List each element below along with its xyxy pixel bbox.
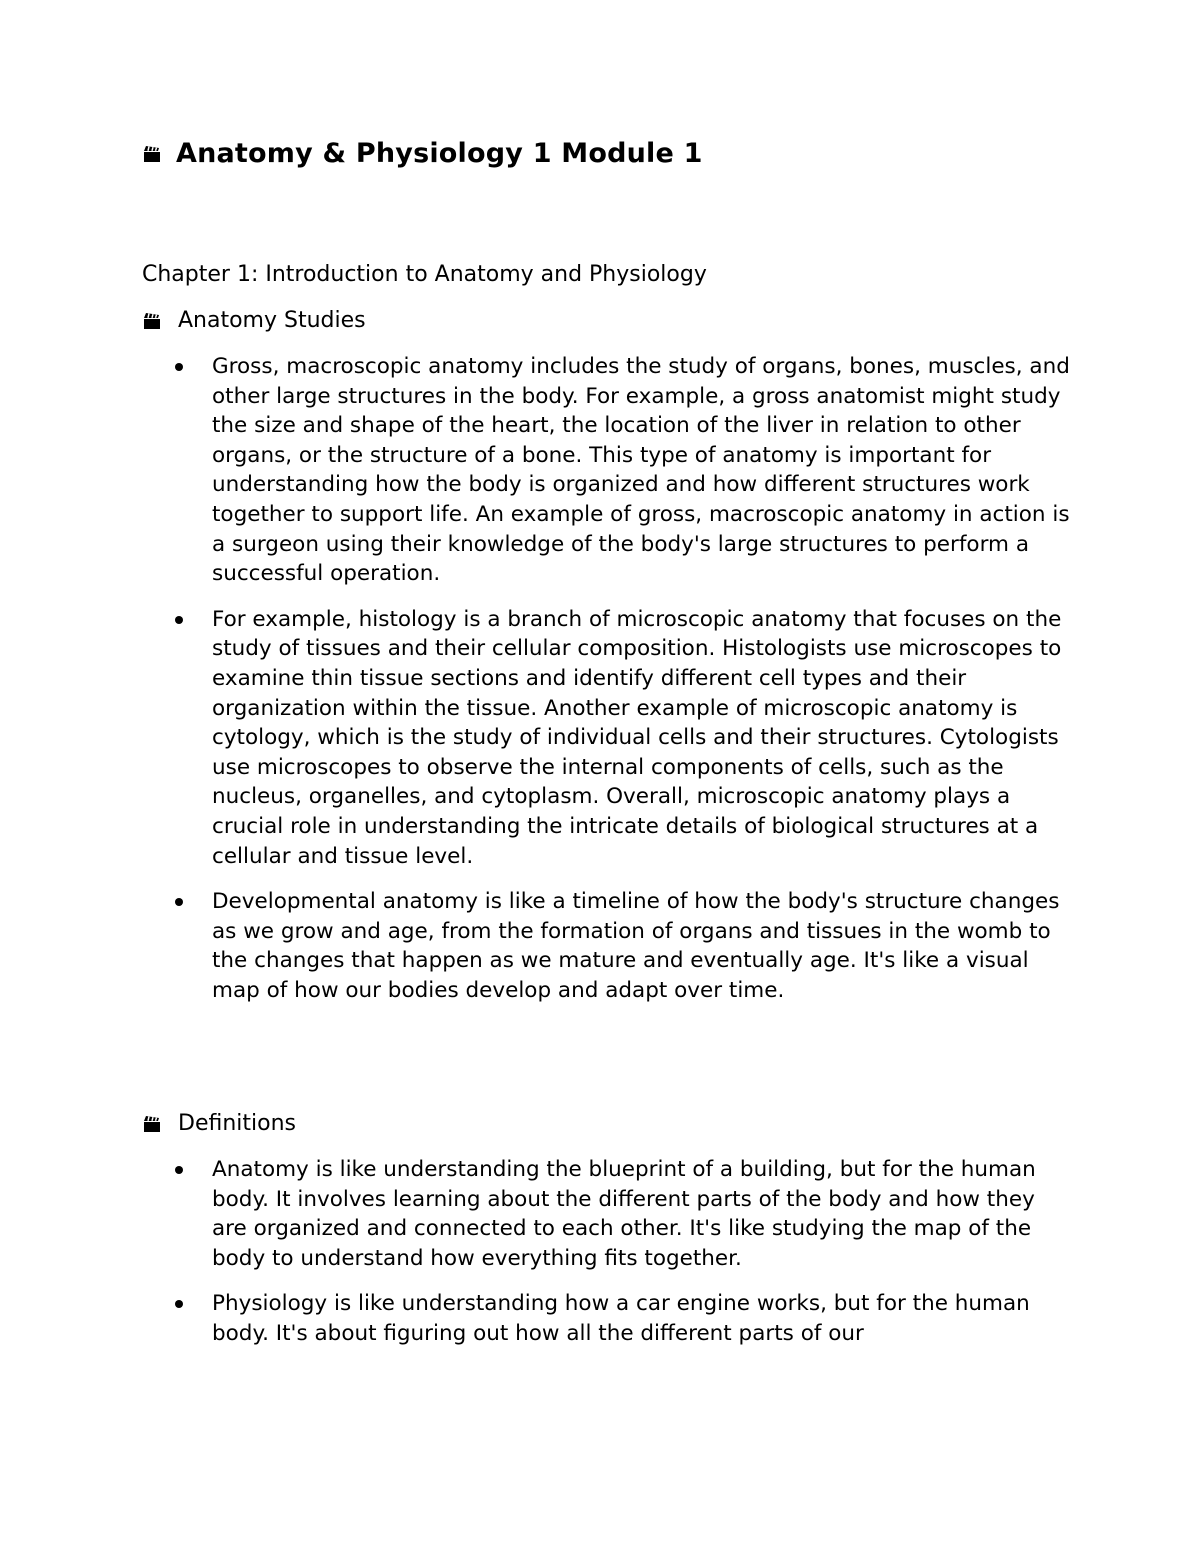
- bullet-dot: [175, 898, 183, 906]
- list-item: [0, 1289, 1072, 1348]
- document-title: Anatomy & Physiology 1 Module 1: [176, 138, 703, 169]
- clapperboard-icon: [142, 312, 162, 330]
- bullet-dot: [175, 1300, 183, 1308]
- anatomy-studies-list: [0, 352, 1200, 1021]
- definitions-list: [0, 1155, 1200, 1365]
- section-heading-text: Anatomy Studies: [178, 308, 366, 333]
- list-item-text: Physiology is like understanding how a car engine works, but for the human body. It's about figuring out how all the different parts of our: [212, 1291, 1030, 1346]
- section-heading-definitions: [142, 1109, 296, 1139]
- clapperboard-icon: [142, 1115, 162, 1133]
- list-item-text: Anatomy is like understanding the blueprint of a building, but for the human body. It involves learning about the different parts of the body and how they are organized and connected to each other. It's like studying the map of the body to understand how everything fits together.: [212, 1157, 1036, 1271]
- bullet-dot: [175, 1166, 183, 1174]
- bullet-dot: [175, 616, 183, 624]
- list-item-text: For example, histology is a branch of microscopic anatomy that focuses on the study of tissues and their cellular composition. Histologists use microscopes to examine thin tissue sections and identify different cell types and their organization within the tissue. Another example of microscopic anatomy is cytology, which is the study of individual cells and their structures. Cytologists use microscopes to observe the internal components of cells, such as the nucleus, organelles, and cytoplasm. Overall, microscopic anatomy plays a crucial role in understanding the intricate details of biological structures at a cellular and tissue level.: [212, 606, 1062, 869]
- section-heading-text: Definitions: [178, 1111, 296, 1136]
- list-item: [0, 352, 1072, 589]
- clapperboard-icon: [142, 145, 162, 163]
- list-item-text: Gross, macroscopic anatomy includes the study of organs, bones, muscles, and other large structures in the body. For example, a gross anatomist might study the size and shape of the heart, the location of the liver in relation to other organs, or the structure of a bone. This type of anatomy is important for understanding how the body is organized and how different structures work together to support life. An example of gross, macroscopic anatomy in action is a surgeon using their knowledge of the body's large structures to perform a successful operation.: [212, 354, 1070, 587]
- document-title-row: [142, 138, 703, 169]
- list-item: [0, 605, 1072, 871]
- bullet-dot: [175, 363, 183, 371]
- list-item: [0, 887, 1072, 1005]
- section-heading-anatomy-studies: [142, 306, 366, 336]
- chapter-heading: Chapter 1: Introduction to Anatomy and Physiology: [142, 262, 707, 287]
- list-item-text: Developmental anatomy is like a timeline of how the body's structure changes as we grow and age, from the formation of organs and tissues in the womb to the changes that happen as we mature and eventually age. It's like a visual map of how our bodies develop and adapt over time.: [212, 889, 1060, 1003]
- list-item: [0, 1155, 1072, 1273]
